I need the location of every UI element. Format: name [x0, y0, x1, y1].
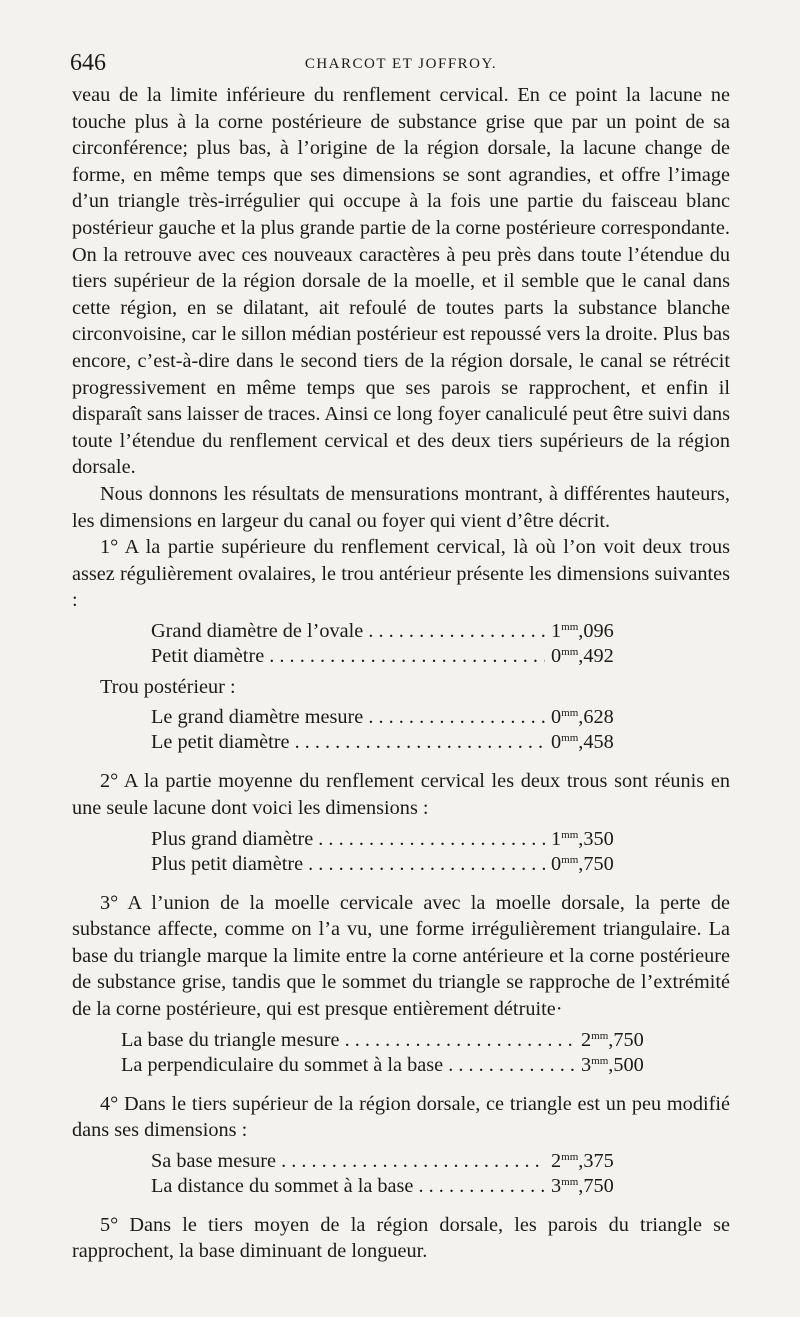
measurement-value: $3^{mm},750$	[551, 1174, 614, 1197]
trou-posterieur-label: Trou postérieur :	[100, 675, 236, 698]
measurement-table-2	[151, 827, 651, 877]
measurement-label: Petit diamètre . . .	[151, 644, 545, 669]
measurement-label: Plus grand diamètre . . .	[151, 827, 545, 852]
paragraph-item-2: 2° A la partie moyenne du renflement cervical les deux trous sont réunis en une seule lacune dont voici les dimensions :	[72, 770, 730, 820]
measurement-value: $2^{mm},375$	[551, 1149, 614, 1172]
measurement-row	[151, 619, 651, 644]
measurement-label: Plus petit diamètre . . .	[151, 852, 545, 877]
measurement-table-3	[121, 1028, 681, 1078]
measurement-label: La perpendiculaire du sommet à la base . . .	[121, 1053, 575, 1078]
paragraph-item-1: 1° A la partie supérieure du renflement cervical, là où l’on voit deux trous assez régulièrement ovalaires, le trou antérieur présente les dimensions suivantes :	[72, 536, 730, 612]
paragraph-item-5: 5° Dans le tiers moyen de la région dorsale, les parois du triangle se rapprochent, la base diminuant de longueur.	[72, 1213, 730, 1263]
measurement-row	[151, 1149, 651, 1174]
measurement-table-4	[151, 1149, 651, 1199]
measurement-label: La distance du sommet à la base . . .	[151, 1174, 545, 1199]
measurement-label: Sa base mesure . . .	[151, 1149, 545, 1174]
measurement-row	[151, 730, 651, 755]
measurement-row	[151, 827, 651, 852]
measurement-value: $0^{mm},750$	[551, 852, 614, 875]
measurement-label: La base du triangle mesure . . .	[121, 1028, 575, 1053]
measurement-row	[151, 1174, 651, 1199]
measurement-value: $0^{mm},458$	[551, 731, 614, 754]
measurement-table-1	[151, 619, 651, 669]
measurement-value: $1^{mm},350$	[551, 827, 614, 850]
measurement-label: Grand diamètre de l’ovale . . .	[151, 619, 545, 644]
measurement-row	[151, 644, 651, 669]
measurement-value: $0^{mm},492$	[551, 644, 614, 667]
measurement-row	[121, 1053, 681, 1078]
measurement-label: Le petit diamètre . . .	[151, 730, 545, 755]
measurement-row	[151, 705, 651, 730]
page-body	[72, 82, 730, 1265]
paragraph-item-3: 3° A l’union de la moelle cervicale avec la moelle dorsale, la perte de substance affecte, comme on l’a vu, une forme irrégulièrement triangulaire. La base du triangle marque la limite entre la corne antérieure et la corne postérieure de substance grise, tandis que le sommet du triangle se rapproche de l’extrémité de la corne postérieure, qui est presque entièrement détruite·	[72, 891, 730, 1021]
measurement-row	[151, 852, 651, 877]
paragraph-continuation: veau de la limite inférieure du renflement cervical. En ce point la lacune ne touche plus à la corne postérieure de substance grise que par un point de sa circonférence; plus bas, à l’origine de la région dorsale, la lacune change de forme, en même temps que ses dimensions se sont agrandies, et offre l’image d’un triangle très-irrégulier qui occupe à la fois une partie du faisceau blanc postérieur gauche et la plus grande partie de la corne postérieure correspondante. On la retrouve avec ces nouveaux caractères à peu près dans toute l’étendue du tiers supérieur de la région dorsale de la moelle, et il semble que le canal dans cette région, en se dilatant, ait refoulé de toutes parts la substance blanche circonvoisine, car le sillon médian postérieur est repoussé vers la droite. Plus bas encore, c’est-à-dire dans le second tiers de la région dorsale, le canal se rétrécit progressivement en même temps que ses parois se rapprochent, et enfin il disparaît sans laisser de traces. Ainsi ce long foyer canaliculé peut être suivi dans toute l’étendue du renflement cervical et des deux tiers supérieurs de la région dorsale.	[72, 84, 730, 479]
measurement-value: $3^{mm},500$	[581, 1053, 644, 1076]
page-header	[70, 50, 732, 80]
measurement-value: $2^{mm},750$	[581, 1028, 644, 1051]
measurement-table-1b	[151, 705, 651, 755]
measurement-row	[121, 1028, 681, 1053]
running-title: CHARCOT ET JOFFROY.	[304, 56, 498, 72]
measurement-value: $0^{mm},628$	[551, 706, 614, 729]
paragraph-intro-measurements: Nous donnons les résultats de mensurations montrant, à différentes hauteurs, les dimensions en largeur du canal ou foyer qui vient d’être décrit.	[72, 482, 730, 532]
measurement-value: $1^{mm},096$	[551, 619, 614, 642]
measurement-label: Le grand diamètre mesure . . .	[151, 705, 545, 730]
paragraph-item-4: 4° Dans le tiers supérieur de la région dorsale, ce triangle est un peu modifié dans ses dimensions :	[72, 1092, 730, 1142]
page-number: 646	[70, 50, 106, 76]
